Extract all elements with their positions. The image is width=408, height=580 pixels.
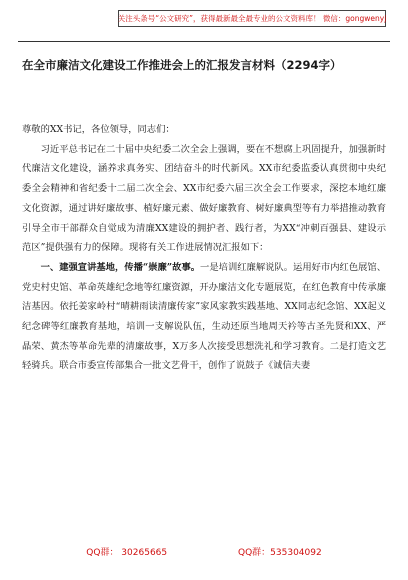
section-1-text: 一是培训红廉解说队。运用好市内红色展馆、党史村史馆、革命英雄纪念地等红廉资源，开办廉洁文化专题展览，在红色教育中传承廉洁基因。依托姜家岭村“晴耕雨读清廉传家”家风家教实践基地、XX同志纪念馆、XX起义纪念碑等红廉教育基地，培训一支解说队伍，生动还原当地周天衿等古圣先贤和XX、严晶荣、黄杰等革命先辈的清廉故事，X万多人次接受思想洗礼和学习教育。二是打造文艺轻骑兵。联合市委宣传部集合一批文艺骨干，创作了说鼓子《诚信夫妻 — [22, 261, 386, 372]
section-1-heading: 一、建强宣讲基地，传播“崇廉”故事。 — [40, 261, 201, 273]
promo-banner-text: 关注头条号“公文研究”，获得最新最全最专业的公文资料库！ 微信：gongwenyj — [117, 14, 387, 23]
intro-paragraph: 习近平总书记在二十届中央纪委二次全会上强调，要在不想腐上巩固提升，加强新时代廉洁文化建设，涵养求真务实、团结奋斗的时代新风。XX市纪委监委认真贯彻中央纪委全会精神和省纪委十二届二次全会、XX市纪委六届三次全会工作要求，深挖本地红廉文化资源，通过讲好廉故事、植好廉元素、做好廉教育、树好廉典型等有力举措推动教育引导全市干部群众自觉成为清廉XX建设的拥护者、践行者，为XX“冲刺百强县、建设示范区”提供强有力的保障。现将有关工作进展情况汇报如下： — [22, 143, 386, 254]
footer-qq-group-1: QQ群： 30265665 — [86, 548, 168, 558]
section-1-paragraph — [22, 258, 386, 376]
salutation: 尊敬的XX书记，各位领导，同志们： — [22, 124, 175, 135]
promo-banner — [118, 10, 386, 27]
footer-qq-group-2: QQ群：535304092 — [238, 548, 322, 558]
header-divider — [18, 41, 390, 42]
footer — [0, 545, 408, 558]
document-body — [22, 120, 386, 376]
document-title: 在全市廉洁文化建设工作推进会上的汇报发言材料（2294字） — [22, 58, 342, 72]
